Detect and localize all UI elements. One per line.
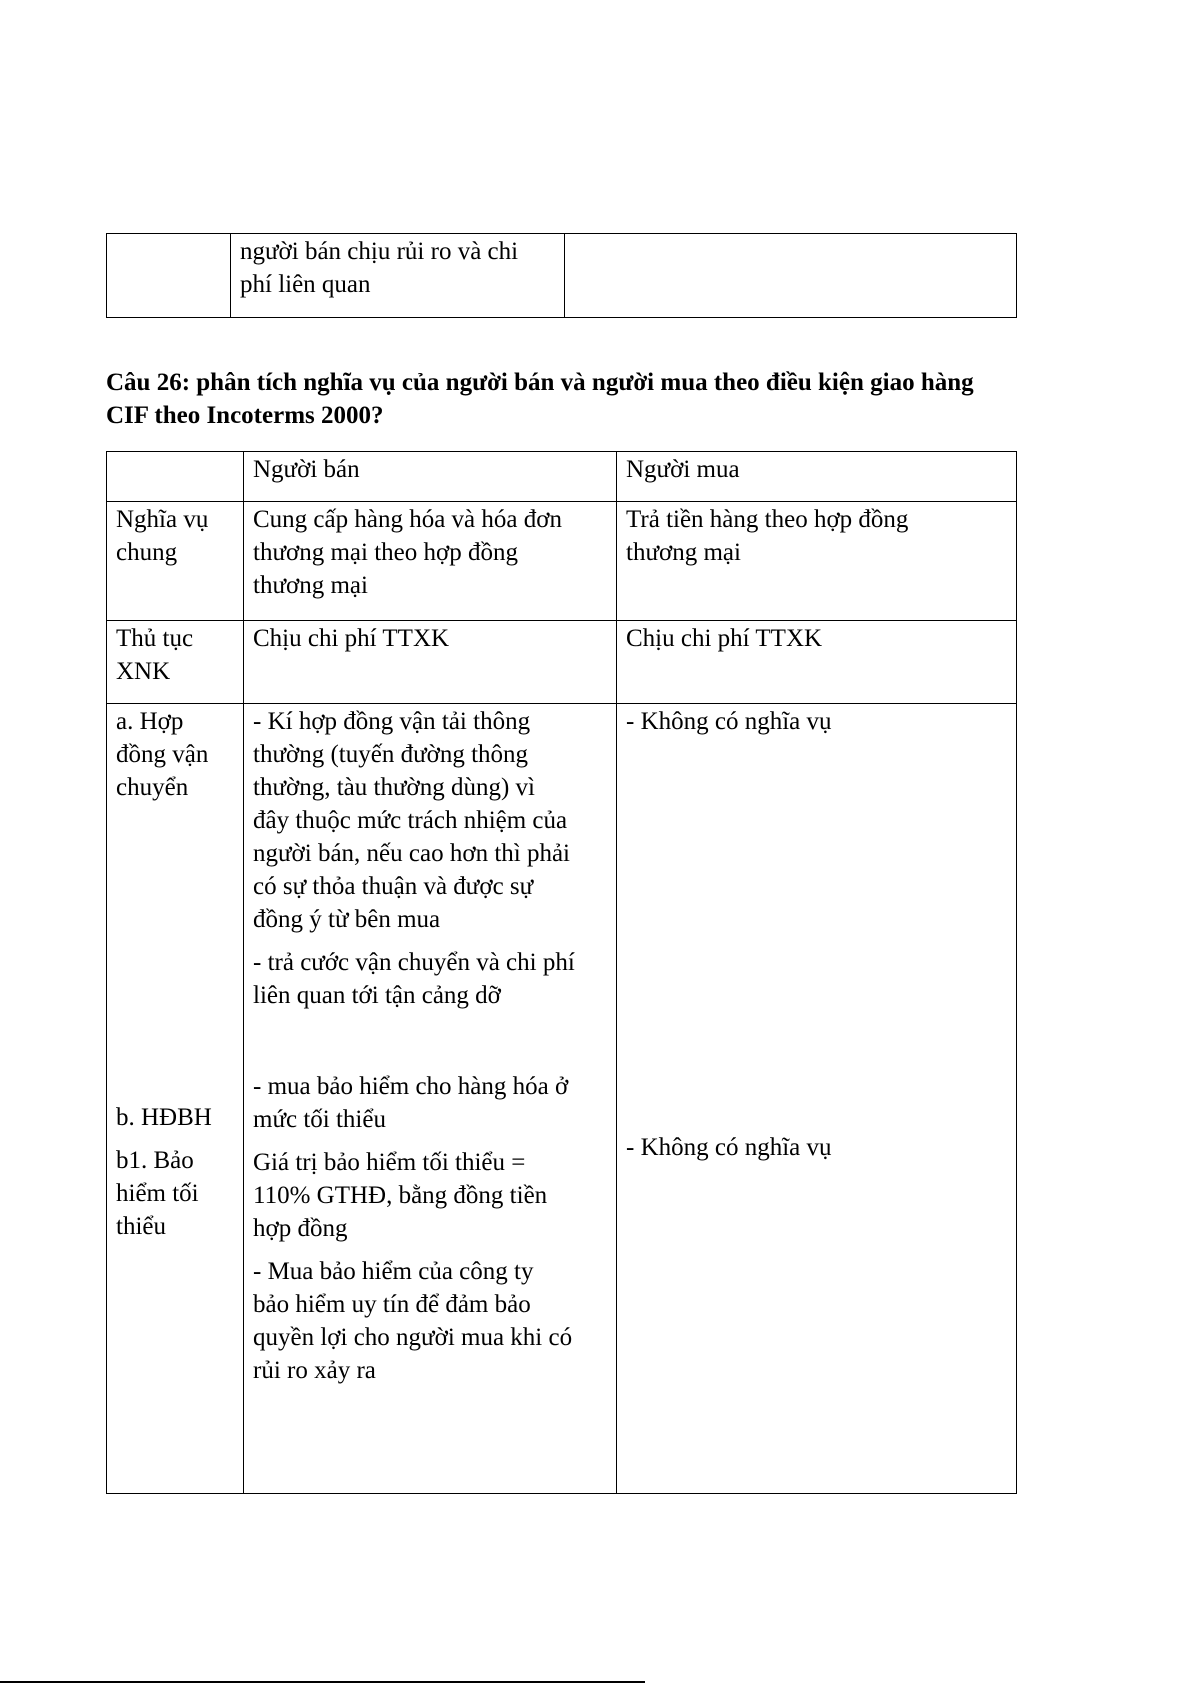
page-bottom-rule xyxy=(0,1681,645,1683)
row-label: chuyển xyxy=(116,774,189,801)
cell-text: thường, tàu thường dùng) vì xyxy=(253,774,535,801)
row-label: hiểm tối xyxy=(116,1180,199,1207)
cell-text: hợp đồng xyxy=(253,1215,348,1242)
question-heading xyxy=(106,366,1106,432)
table-cell xyxy=(231,234,565,318)
cell-text: có sự thỏa thuận và được sự xyxy=(253,873,534,900)
row-label: đồng vận xyxy=(116,741,209,768)
cell-text: Chịu chi phí TTXK xyxy=(626,625,823,652)
seller-paragraph xyxy=(253,705,607,936)
cell-text: bảo hiểm uy tín để đảm bảo xyxy=(253,1291,531,1318)
table-cell xyxy=(565,234,1017,318)
row-label: chung xyxy=(116,539,178,566)
cell-text: - Kí hợp đồng vận tải thông xyxy=(253,708,531,735)
cell-text: phí liên quan xyxy=(240,271,371,298)
seller-paragraph xyxy=(253,1070,607,1136)
row-label: thiểu xyxy=(116,1213,166,1240)
cell-text: Cung cấp hàng hóa và hóa đơn xyxy=(253,506,562,533)
seller-paragraph xyxy=(253,1146,607,1245)
seller-paragraph xyxy=(253,946,607,1012)
obligations-table xyxy=(106,451,1017,1494)
cell-text: thường (tuyến đường thông xyxy=(253,741,529,768)
table-row xyxy=(107,234,1017,318)
cell-text: mức tối thiểu xyxy=(253,1106,386,1133)
buyer-cell xyxy=(617,621,1017,704)
seller-cell xyxy=(244,704,617,1494)
table-header-row xyxy=(107,452,1017,502)
table-row xyxy=(107,621,1017,704)
cell-text: Chịu chi phí TTXK xyxy=(253,625,450,652)
cell-text: thương mại theo hợp đồng xyxy=(253,539,518,566)
cell-text: thương mại xyxy=(253,572,368,599)
cell-text: đây thuộc mức trách nhiệm của xyxy=(253,807,568,834)
row-label: Nghĩa vụ xyxy=(116,506,209,533)
seller-cell xyxy=(244,621,617,704)
cell-text: đồng ý từ bên mua xyxy=(253,906,441,933)
cell-text: - Mua bảo hiểm của công ty xyxy=(253,1258,534,1285)
row-label: XNK xyxy=(116,658,171,685)
seller-cell xyxy=(244,502,617,621)
table-row xyxy=(107,704,1017,1494)
cell-text: quyền lợi cho người mua khi có xyxy=(253,1324,573,1351)
header-cell-buyer xyxy=(617,452,1017,502)
row-label: b. HĐBH xyxy=(116,1104,212,1131)
cell-text: 110% GTHĐ, bằng đồng tiền xyxy=(253,1182,548,1209)
header-label: Người mua xyxy=(626,456,740,483)
cell-text: - Không có nghĩa vụ xyxy=(626,708,832,735)
seller-paragraph xyxy=(253,1255,607,1387)
cell-text: - trả cước vận chuyển và chi phí xyxy=(253,949,575,976)
cell-text: - mua bảo hiểm cho hàng hóa ở xyxy=(253,1073,569,1100)
cell-text: liên quan tới tận cảng dỡ xyxy=(253,982,501,1009)
buyer-cell xyxy=(617,502,1017,621)
cell-text: rủi ro xảy ra xyxy=(253,1357,376,1384)
row-label-cell xyxy=(107,621,244,704)
table-cell xyxy=(107,234,231,318)
buyer-cell xyxy=(617,704,1017,1494)
row-label-cell xyxy=(107,704,244,1494)
row-label: Thủ tục xyxy=(116,625,194,652)
cell-text: người bán chịu rủi ro và chi xyxy=(240,238,519,265)
header-label: Người bán xyxy=(253,456,360,483)
row-label: b1. Bảo xyxy=(116,1147,194,1174)
cell-text: người bán, nếu cao hơn thì phải xyxy=(253,840,571,867)
table-row xyxy=(107,502,1017,621)
heading-line: Câu 26: phân tích nghĩa vụ của người bán và người mua theo điều kiện giao hàng xyxy=(106,369,974,396)
row-label-cell xyxy=(107,502,244,621)
row-label: a. Hợp xyxy=(116,708,184,735)
cell-text: - Không có nghĩa vụ xyxy=(626,1134,832,1161)
header-cell-empty xyxy=(107,452,244,502)
cell-text: thương mại xyxy=(626,539,741,566)
heading-line: CIF theo Incoterms 2000? xyxy=(106,402,384,429)
cell-text: Giá trị bảo hiểm tối thiểu = xyxy=(253,1149,526,1176)
header-cell-seller xyxy=(244,452,617,502)
continuation-table xyxy=(106,233,1017,318)
cell-text: Trả tiền hàng theo hợp đồng xyxy=(626,506,909,533)
